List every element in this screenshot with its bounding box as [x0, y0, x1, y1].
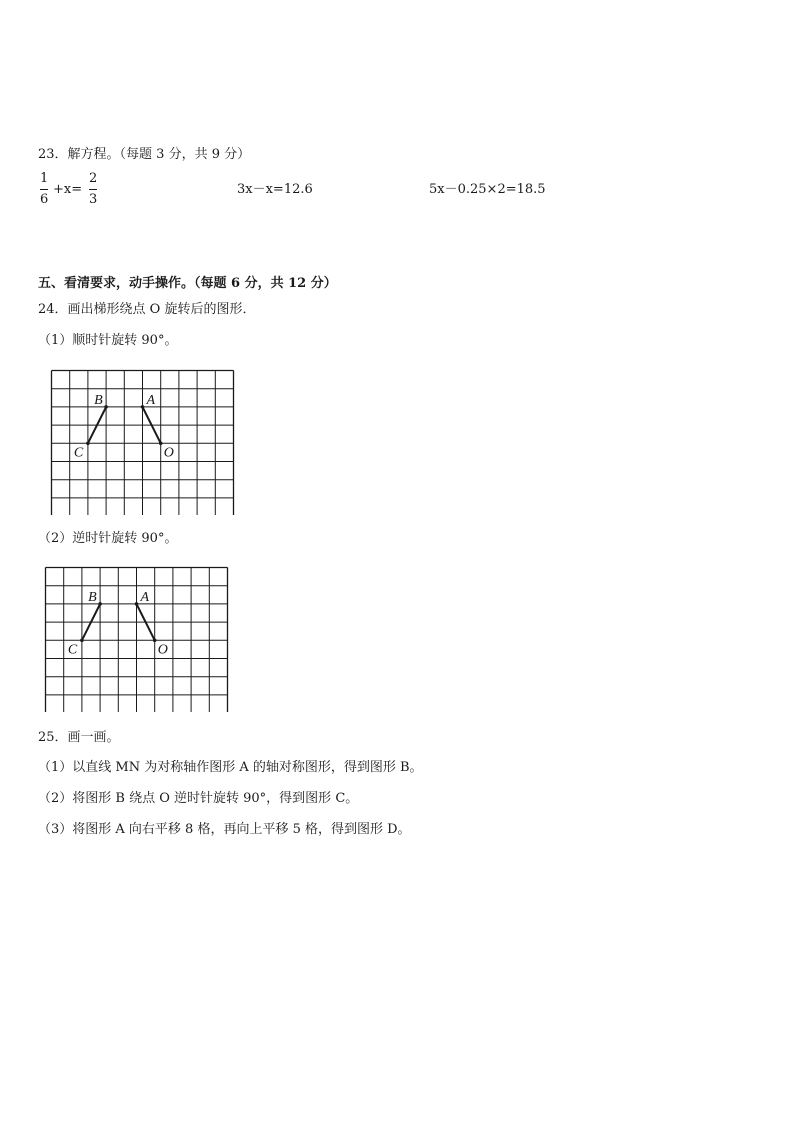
trapezoid-vertex	[104, 405, 108, 409]
vertex-label-b: B	[94, 392, 103, 408]
q25-title: 25．画一画。	[38, 730, 120, 745]
q24-title: 24．画出梯形绕点 O 旋转后的图形．	[38, 302, 256, 317]
trapezoid-vertex	[141, 405, 145, 409]
vertex-label-a: A	[146, 392, 156, 408]
trapezoid-vertex	[153, 639, 157, 643]
section5-title: 五、看清要求，动手操作。（每题 6 分，共 12 分）	[38, 276, 337, 291]
q23-title: 23．解方程。（每题 3 分，共 9 分）	[38, 147, 251, 162]
vertex-label-a: A	[140, 589, 150, 605]
fraction-bar	[89, 189, 97, 190]
vertex-label-c: C	[67, 642, 78, 658]
trapezoid-vertex	[80, 639, 84, 643]
fraction-two-thirds	[89, 171, 97, 208]
q23-eq3: 5x－0.25×2=18.5	[429, 182, 546, 197]
q23-eq2: 3x－x=12.6	[237, 182, 313, 197]
fraction-one-sixth	[40, 171, 48, 208]
vertex-label-b: B	[88, 589, 97, 605]
vertex-label-o: O	[157, 642, 168, 658]
fraction-denominator: 6	[40, 192, 49, 207]
eq1-operator: +x=	[53, 182, 83, 197]
fraction-denominator: 3	[89, 192, 98, 207]
q25-item-2: （2）将图形 B 绕点 O 逆时针旋转 90°，得到图形 C。	[38, 791, 359, 806]
q24-part1: （1）顺时针旋转 90°。	[38, 333, 178, 348]
vertex-label-o: O	[163, 445, 174, 461]
q24-grid-counterclockwise	[44, 566, 238, 712]
fraction-bar	[40, 189, 48, 190]
trapezoid-vertex	[135, 602, 139, 606]
fraction-numerator: 1	[40, 171, 49, 186]
q24-part2: （2）逆时针旋转 90°。	[38, 531, 178, 546]
q25-item-3: （3）将图形 A 向右平移 8 格，再向上平移 5 格，得到图形 D。	[38, 822, 411, 837]
trapezoid-vertex	[86, 442, 90, 446]
q24-grid-clockwise	[50, 369, 244, 515]
trapezoid-vertex	[98, 602, 102, 606]
q25-item-1: （1）以直线 MN 为对称轴作图形 A 的轴对称图形，得到图形 B。	[38, 760, 423, 775]
trapezoid-vertex	[159, 442, 163, 446]
vertex-label-c: C	[73, 445, 84, 461]
fraction-numerator: 2	[89, 171, 98, 186]
